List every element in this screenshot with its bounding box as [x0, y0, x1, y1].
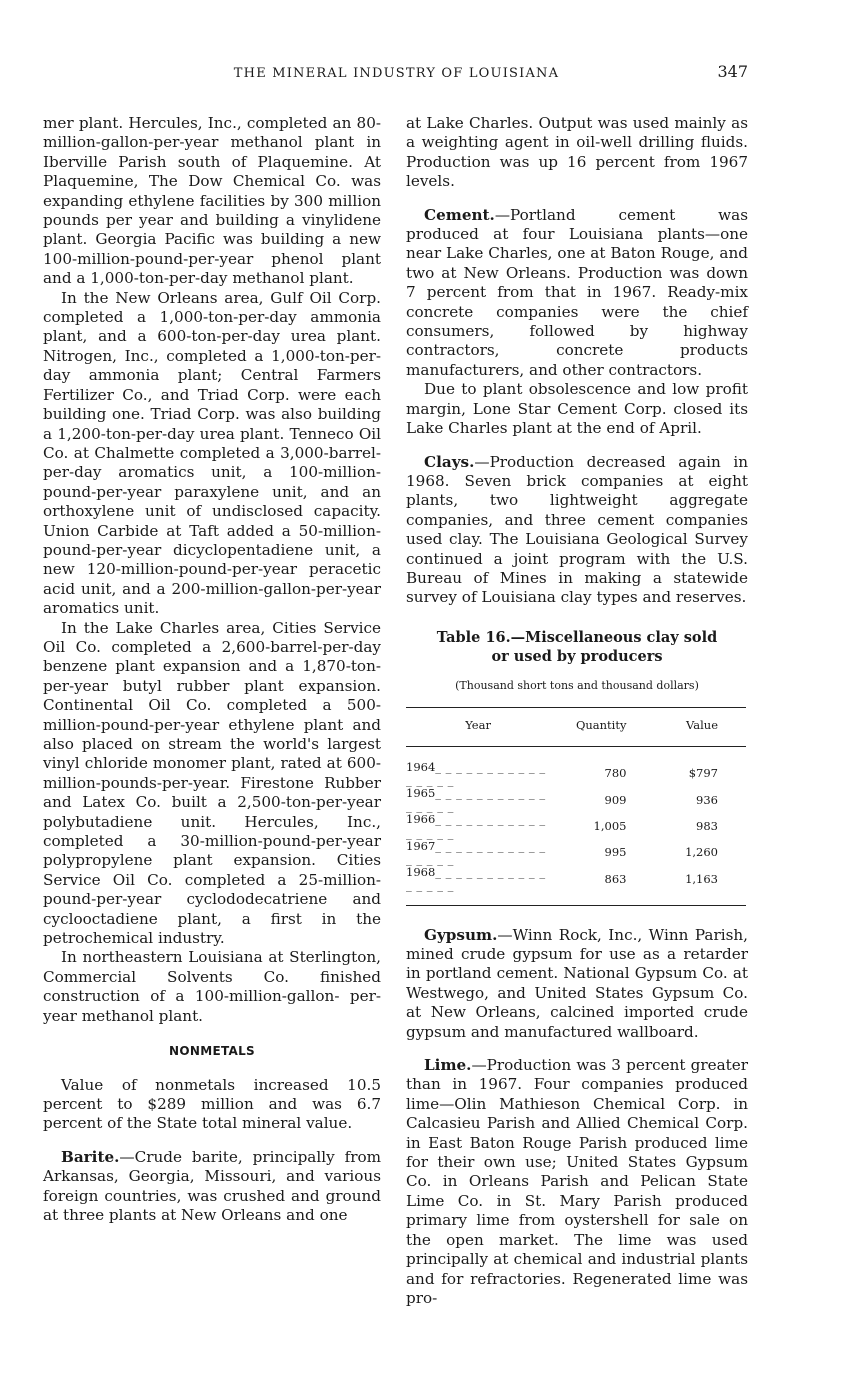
paragraph-lime [406, 1056, 748, 1308]
dot-leader: _ _ _ _ _ _ _ _ _ _ _ _ _ _ _ _ [406, 838, 546, 866]
right-column [406, 114, 748, 1308]
row-year: 1964 [406, 759, 436, 774]
header-quantity: Quantity [550, 708, 626, 746]
paragraph-methanol-plants: mer plant. Hercules, Inc., completed an 80-million-gallon-per-year methanol plant in Iberville Parish south of Plaquemine. At Plaquemine, The Dow Chemical Co. was expanding ethylene facilities by 300 million pounds per year and building a vinylidene plant. Georgia Pacific was building a new 100-million-pound-per-year phenol plant and a 1,000-ton-per-day methanol plant. [43, 114, 381, 288]
clays-lead: Clays. [424, 452, 475, 471]
row-quantity: 909 [604, 792, 627, 807]
header-value: Value [626, 708, 746, 746]
table-row [406, 746, 746, 787]
gypsum-text: —Winn Rock, Inc., Winn Parish, mined crude gypsum for use as a retarder in portland cement. National Gypsum Co. at Westwego, and United States Gypsum Co. at New Orleans, calcined imported crude gypsum and manufactured wallboard. [406, 925, 748, 1041]
barite-lead: Barite. [61, 1147, 120, 1166]
paragraph-nonmetals-value: Value of nonmetals increased 10.5 percent to $289 million and was 6.7 percent of the State total mineral value. [43, 1075, 381, 1133]
section-heading-nonmetals: NONMETALS [169, 1044, 255, 1059]
table-row [406, 787, 746, 813]
header-year: Year [406, 708, 550, 746]
row-year: 1968 [406, 865, 436, 880]
running-header [43, 62, 750, 86]
row-value: 1,260 [685, 845, 718, 860]
dot-leader: _ _ _ _ _ _ _ _ _ _ _ _ _ _ _ _ [406, 812, 546, 840]
row-quantity: 863 [604, 871, 627, 886]
paragraph-cement [406, 206, 748, 381]
row-quantity: 780 [604, 766, 627, 781]
cement-lead: Cement. [424, 205, 495, 224]
paragraph-northeastern-louisiana: In northeastern Louisiana at Sterlington, Commercial Solvents Co. finished construction of a 100-million-gallon- per-year methanol plant. [43, 948, 381, 1025]
dot-leader: _ _ _ _ _ _ _ _ _ _ _ _ _ _ _ _ [406, 785, 546, 814]
gypsum-lead: Gypsum. [424, 925, 498, 944]
table-header-row [406, 708, 746, 746]
row-value: 983 [696, 818, 718, 833]
row-year: 1965 [406, 785, 436, 800]
dot-leader: _ _ _ _ _ _ _ _ _ _ _ _ _ _ _ _ [406, 865, 546, 893]
row-quantity: 995 [604, 845, 627, 860]
running-title: THE MINERAL INDUSTRY OF LOUISIANA [233, 66, 560, 81]
row-value: 936 [696, 792, 718, 807]
table-16-block [406, 628, 748, 906]
lime-text: —Production was 3 percent greater than in 1967. Four companies produced lime—Olin Mathieson Chemical Corp. in Calcasieu Parish and Allied Chemical Corp. in East Baton Rouge Parish produced lime for their own use; United States Gypsum Co. in Orleans Parish and Pelican State Lime Co. in St. Mary Parish produced primary lime from oystershell for sale on the open market. The lime was used principally at chemical and industrial plants and for refractories. Regenerated lime was pro- [406, 1056, 748, 1307]
table-title-line-1: Table 16.—Miscellaneous clay sold [436, 628, 718, 646]
table-row [406, 866, 746, 905]
clay-table [406, 707, 746, 905]
table-title-line-2: or used by producers [491, 647, 663, 665]
clays-text: —Production decreased again in 1968. Seven brick companies at eight plants, two lightweight aggregate companies, and three cement companies used clay. The Louisiana Geological Survey continued a joint program with the U.S. Bureau of Mines in making a statewide survey of Louisiana clay types and reserves. [406, 452, 748, 607]
table-row [406, 813, 746, 839]
row-year: 1967 [406, 838, 436, 853]
row-quantity: 1,005 [593, 818, 627, 833]
row-year: 1966 [406, 812, 436, 827]
row-value: $797 [688, 766, 718, 781]
paragraph-clays [406, 453, 748, 608]
dot-leader: _ _ _ _ _ _ _ _ _ _ _ _ _ _ _ _ [406, 759, 546, 787]
paragraph-lake-charles-area: In the Lake Charles area, Cities Service Oil Co. completed a 2,600-barrel-per-day benzene plant expansion and a 1,870-ton-per-year butyl rubber plant expansion. Continental Oil Co. completed a 500-million-pound-per-year ethylene plant and also placed on stream the world's largest vinyl chloride monomer plant, rated at 600-million-pounds-per-year. Firestone Rubber and Latex Co. built a 2,500-ton-per-year polybutadiene unit. Hercules, Inc., completed a 30-million-pound-per-year polypropylene plant expansion. Cities Service Oil Co. completed a 25-million-pound-per-year cyclododecatriene and cyclooctadiene plant, a first in the petrochemical industry. [43, 618, 381, 948]
table-subtitle: (Thousand short tons and thousand dollars) [455, 678, 699, 692]
lime-lead: Lime. [424, 1056, 472, 1075]
left-column [43, 114, 381, 1225]
paragraph-barite-continued: at Lake Charles. Output was used mainly as a weighting agent in oil-well drilling fluids. Production was up 16 percent from 1967 levels. [406, 114, 748, 191]
cement-text: —Portland cement was produced at four Louisiana plants—one near Lake Charles, one at Baton Rouge, and two at New Orleans. Production was down 7 percent from that in 1967. Ready-mix concrete companies were the chief consumers, followed by highway contractors, concrete products manufacturers, and other contractors. [406, 205, 748, 379]
row-value: 1,163 [685, 871, 718, 886]
page-number: 347 [717, 62, 748, 81]
paragraph-barite [43, 1148, 381, 1226]
paragraph-gypsum [406, 926, 748, 1042]
table-title [406, 628, 748, 666]
barite-text: —Crude barite, principally from Arkansas, Georgia, Missouri, and various foreign countries, was crushed and ground at three plants at New Orleans and one [43, 1147, 381, 1224]
paragraph-cement-closure: Due to plant obsolescence and low profit margin, Lone Star Cement Corp. closed its Lake Charles plant at the end of April. [406, 380, 748, 438]
paragraph-new-orleans-area: In the New Orleans area, Gulf Oil Corp. completed a 1,000-ton-per-day ammonia plant, and a 600-ton-per-day urea plant. Nitrogen, Inc., completed a 1,000-ton-per-day ammonia plant; Central Farmers Fertilizer Co., and Triad Corp. were each building one. Triad Corp. was also building a 1,200-ton-per-day urea plant. Tenneco Oil Co. at Chalmette completed a 3,000-barrel-per-day aromatics unit, a 100-million-pound-per-year paraxylene unit, and an orthoxylene unit of undisclosed capacity. Union Carbide at Taft added a 50-million-pound-per-year dicyclopentadiene unit, a new 120-million-pound-per-year peracetic acid unit, and a 200-million-gallon-per-year aromatics unit. [43, 288, 381, 618]
table-row [406, 840, 746, 866]
